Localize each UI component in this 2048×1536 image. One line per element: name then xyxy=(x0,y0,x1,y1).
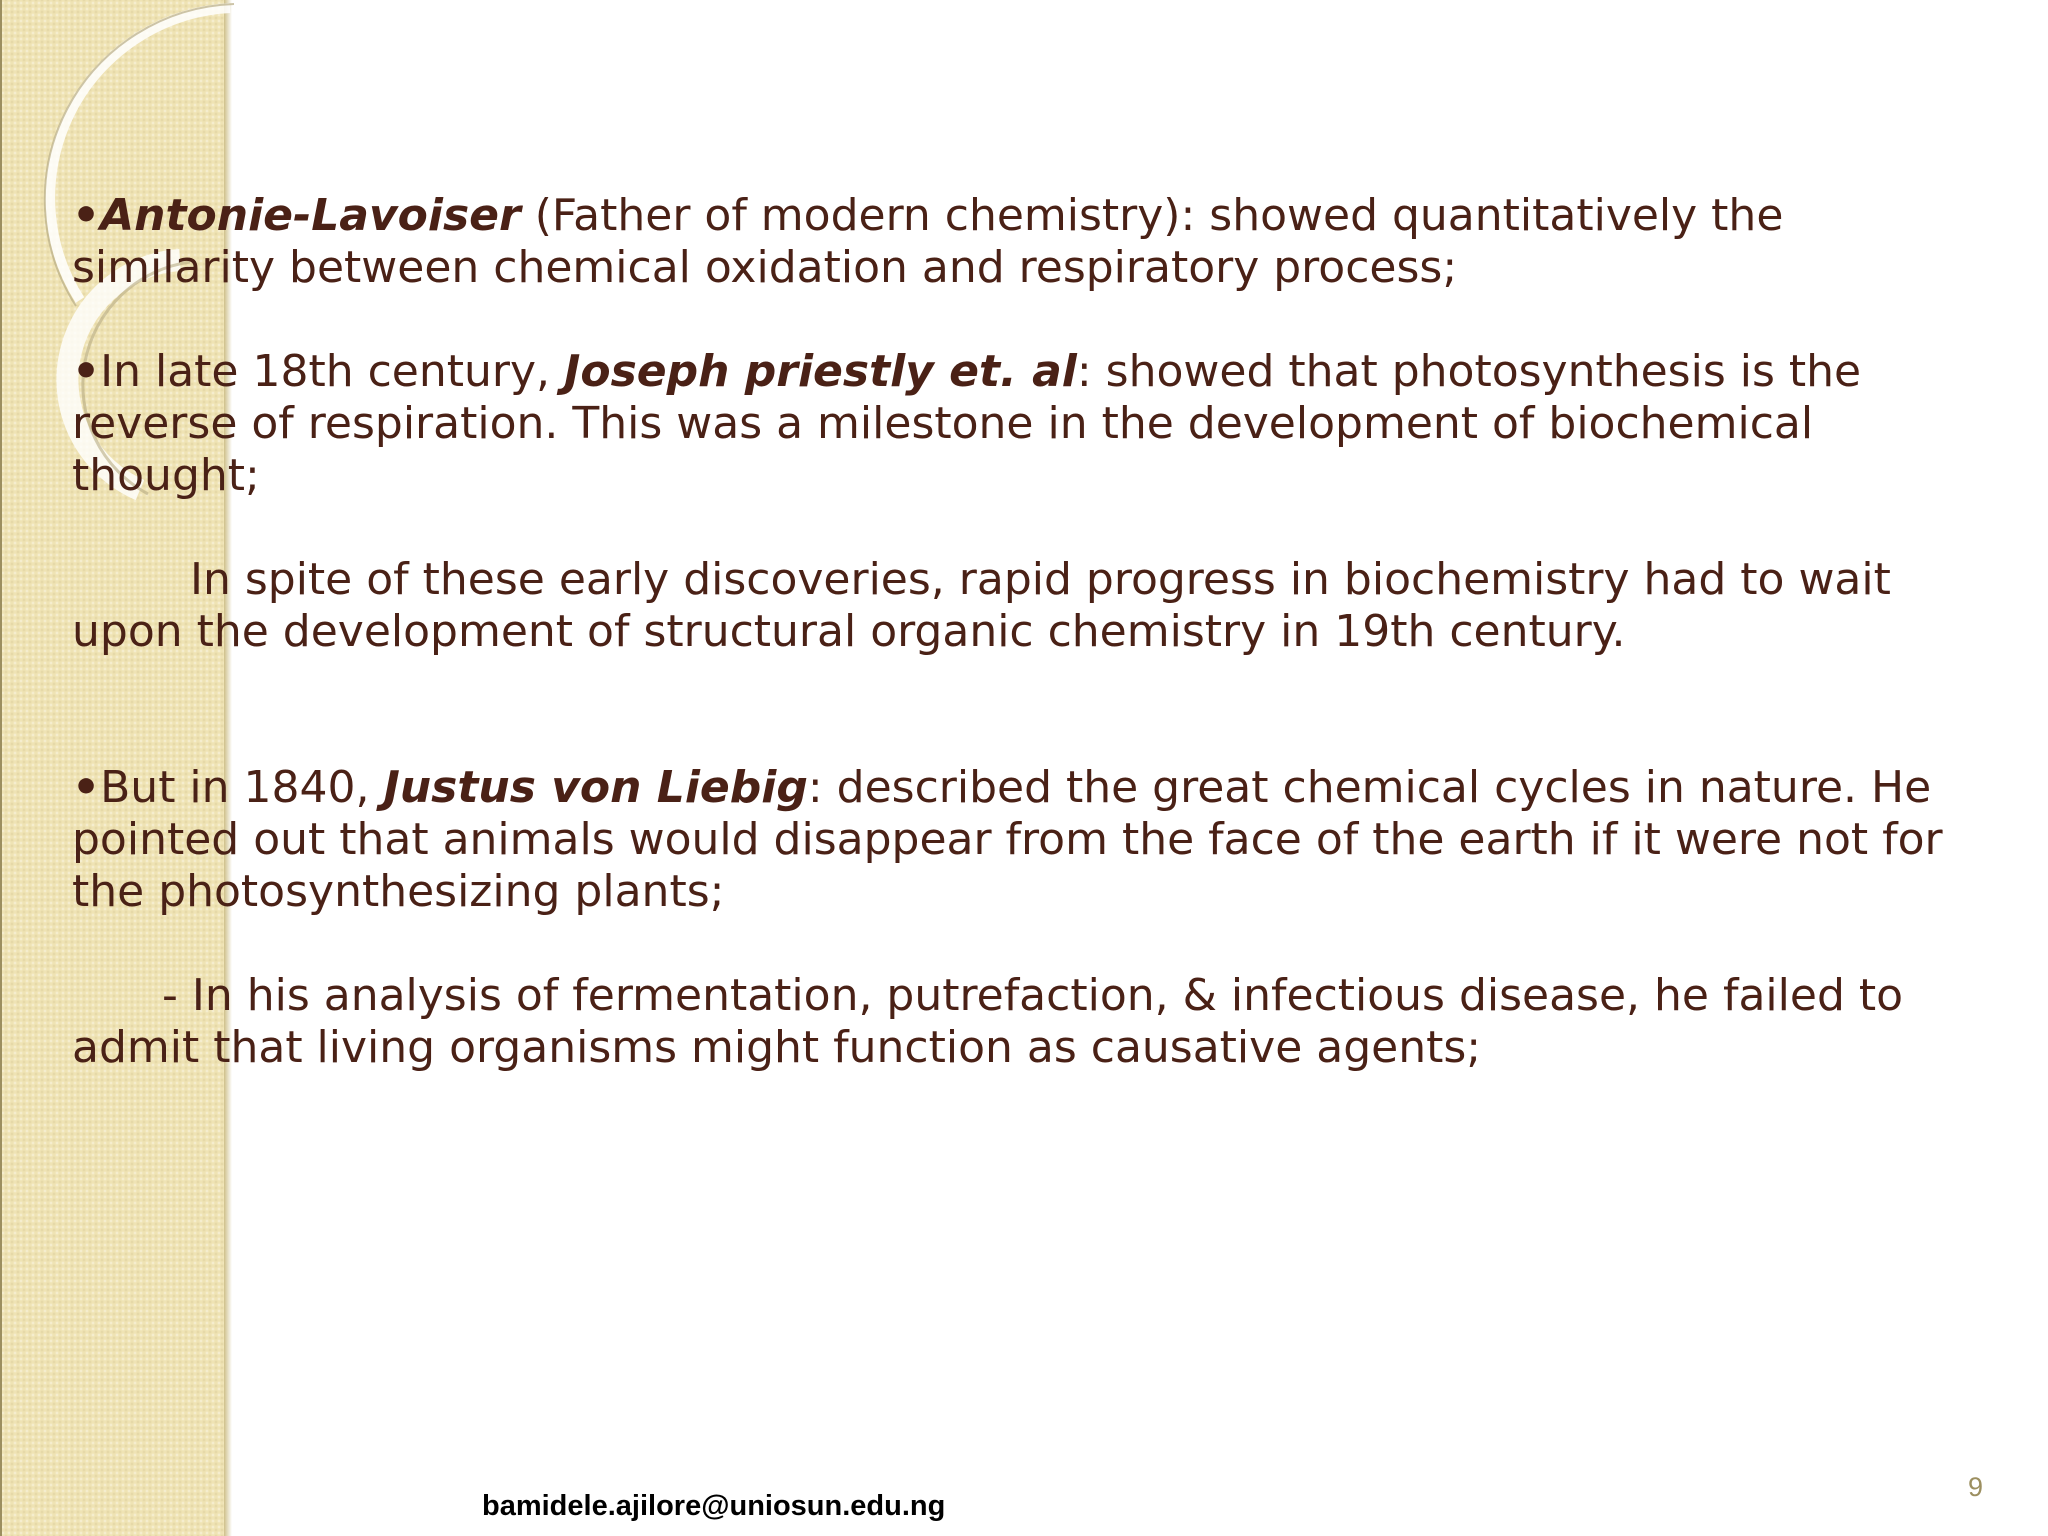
priestly-prefix: In late 18th century, xyxy=(100,346,564,397)
paragraph-priestly xyxy=(72,346,1992,502)
priestly-text: : showed that photosynthesis is the reverse of respiration. This was a milestone in the development of biochemical thought; xyxy=(72,346,1862,501)
fermentation-text: - In his analysis of fermentation, putrefaction, & infectious disease, he failed to admit that living organisms might function as causative agents; xyxy=(72,970,1904,1073)
lavoisier-text: (Father of modern chemistry): showed quantitatively the similarity between chemical oxidation and respiratory process; xyxy=(72,190,1784,293)
liebig-name: Justus von Liebig xyxy=(383,762,808,813)
bullet: • xyxy=(72,190,101,241)
early-discoveries-text: In spite of these early discoveries, rapid progress in biochemistry had to wait upon the development of structural organic chemistry in 19th century. xyxy=(72,554,1891,657)
sidebar-border xyxy=(0,0,2,1536)
liebig-prefix: But in 1840, xyxy=(100,762,384,813)
paragraph-fermentation xyxy=(72,970,1992,1074)
liebig-text: : described the great chemical cycles in nature. He pointed out that animals would disappear from the face of the earth if it were not for the photosynthesizing plants; xyxy=(72,762,1943,917)
page-number: 9 xyxy=(1968,1472,1984,1502)
lavoisier-name: Antonie-Lavoiser xyxy=(100,190,521,241)
paragraph-liebig xyxy=(72,762,1992,918)
paragraph-early-discoveries xyxy=(72,554,1992,658)
slide-content xyxy=(72,190,1992,1074)
bullet: • xyxy=(72,762,101,813)
paragraph-lavoisier xyxy=(72,190,1992,294)
priestly-name: Joseph priestly et. al xyxy=(563,346,1077,397)
bullet: • xyxy=(72,346,101,397)
footer-email: bamidele.ajilore@uniosun.edu.ng xyxy=(482,1490,946,1522)
